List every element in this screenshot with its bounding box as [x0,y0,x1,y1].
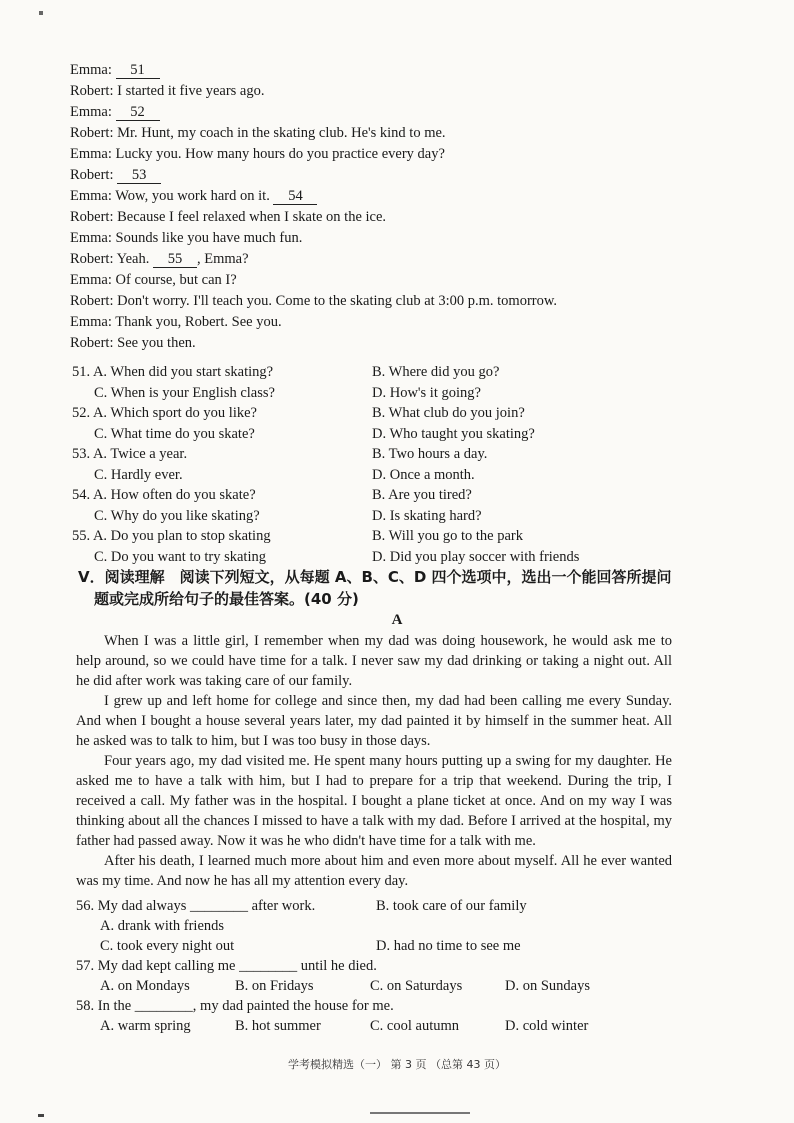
dialogue-line [70,270,690,291]
option-row [72,383,672,404]
passage-paragraph: When I was a little girl, I remember when my dad was doing housework, he would ask me to help around, so we could have time for a talk. I never saw my dad drinking or taking a night out. All he did after work was taking care of our family. [76,633,672,689]
answer-blank: 51 [116,62,160,79]
option-left: C. When is your English class? [94,384,275,401]
answer-blank: 55 [153,251,197,268]
option-right: B. Are you tired? [372,487,472,503]
dialogue-text: Wow, you work hard on it. [115,188,270,204]
dialogue-line [70,186,690,207]
dialogue-line [70,291,690,312]
option-a: A. warm spring [100,1018,191,1034]
option-c: C. on Saturdays [370,978,463,994]
question-57-options [76,976,676,996]
speaker-label: Robert: [70,167,114,183]
section-heading-line1: V．阅读理解 阅读下列短文，从每题 A、B、C、D 四个选项中，选出一个能回答所提问 [78,568,672,586]
dialogue-text: , Emma? [197,251,249,267]
option-right: D. Who taught you skating? [372,425,535,442]
answer-blank: 54 [273,188,317,205]
option-left: C. What time do you skate? [94,425,255,442]
question-56 [76,896,676,916]
question-stem: 57. My dad kept calling me ________ until he died. [76,958,377,974]
option-left: C. Do you want to try skating [94,548,266,565]
dialogue-line [70,207,690,228]
footer-rule [370,1112,470,1114]
dialogue-text: Because I feel relaxed when I skate on the ice. [117,209,387,225]
dialogue-line [70,102,690,123]
reading-questions [76,896,676,1036]
speaker-label: Emma: [70,188,112,204]
dialogue-text: Mr. Hunt, my coach in the skating club. He's kind to me. [117,125,446,141]
speaker-label: Emma: [70,230,112,246]
dialogue-text: Yeah. [116,251,150,267]
option-row [72,465,672,486]
option-d: D. on Sundays [505,978,590,994]
passage-paragraph: After his death, I learned much more about him and even more about myself. All he ever wanted was my time. And now he has all my attention every day. [76,853,672,889]
option-d: D. had no time to see me [376,938,521,954]
speaker-label: Robert: [70,251,114,267]
option-right: D. How's it going? [372,384,481,401]
option-row [72,362,672,383]
option-b: B. on Fridays [235,978,314,994]
option-a: A. on Mondays [100,978,190,994]
question-58 [76,996,676,1016]
question-stem: 56. My dad always ________ after work. [76,898,316,914]
option-right: D. Once a month. [372,466,475,483]
dialogue-line [70,81,690,102]
passage-paragraph: Four years ago, my dad visited me. He spent many hours putting up a swing for my daughter. He asked me to have a talk with him, but I had to prepare for a trip that weekend. During the trip, I received a call. My father was in the hospital. I bought a plane ticket at once. And on my way I was thinking about all the chances I missed to have a talk with my dad. Before I arrived at the hospital, my father had passed away. Now it was he who didn't have time for a talk with me. [76,753,672,849]
speaker-label: Emma: [70,62,112,78]
option-c: C. cool autumn [370,1018,460,1034]
option-b: B. hot summer [235,1018,321,1034]
option-left: 55. A. Do you plan to stop skating [72,528,271,544]
speaker-label: Emma: [70,104,112,120]
option-right: D. Did you play soccer with friends [372,548,580,565]
dialogue-line [70,228,690,249]
answer-blank: 52 [116,104,160,121]
section-heading-line2: 题或完成所给句子的最佳答案。(40 分) [94,590,359,608]
dialogue-text: I started it five years ago. [117,83,265,99]
speaker-label: Robert: [70,293,114,309]
option-b: B. took care of our family [376,898,527,914]
option-right: B. Where did you go? [372,364,500,380]
option-a: A. drank with friends [100,918,225,934]
dialogue-line [70,249,690,270]
option-right: B. Will you go to the park [372,528,523,544]
page-footer: 学考模拟精选（一） 第 3 页 （总第 43 页） [288,1058,506,1071]
option-left: C. Why do you like skating? [94,507,260,524]
dialogue-line [70,60,690,81]
dialogue-text: Of course, but can I? [115,272,237,288]
passage-title: A [391,612,403,628]
option-right: B. What club do you join? [372,405,525,421]
option-row [72,547,672,568]
dialogue-text: Sounds like you have much fun. [115,230,303,246]
option-left: 51. A. When did you start skating? [72,364,274,380]
question-56-options [76,916,676,936]
option-row [72,526,672,547]
speaker-label: Robert: [70,125,114,141]
option-right: D. Is skating hard? [372,507,482,524]
dialogue-line [70,144,690,165]
speaker-label: Emma: [70,272,112,288]
option-row [72,424,672,445]
passage-text [76,631,672,891]
option-right: B. Two hours a day. [372,446,488,462]
dialogue-text: Thank you, Robert. See you. [115,314,282,330]
speaker-label: Emma: [70,146,112,162]
speaker-label: Robert: [70,83,114,99]
question-58-options [76,1016,676,1036]
dialogue-options [72,362,672,567]
speaker-label: Robert: [70,209,114,225]
answer-blank: 53 [117,167,161,184]
option-row [72,403,672,424]
dialogue-text: Don't worry. I'll teach you. Come to the skating club at 3:00 p.m. tomorrow. [117,293,558,309]
dialogue-line [70,312,690,333]
option-d: D. cold winter [505,1018,589,1034]
dialogue-line [70,333,690,354]
option-row [72,444,672,465]
speaker-label: Robert: [70,335,114,351]
option-c: C. took every night out [100,938,235,954]
question-57 [76,956,676,976]
speaker-label: Emma: [70,314,112,330]
dialogue-line [70,123,690,144]
option-left: 52. A. Which sport do you like? [72,405,257,421]
option-left: C. Hardly ever. [94,466,183,483]
passage-paragraph: I grew up and left home for college and since then, my dad had been calling me every Sunday. And when I bought a house several years later, my dad painted it by himself in the summer heat. All he asked was to talk to him, but I was too busy in those days. [76,693,672,749]
section-heading [78,566,678,610]
question-stem: 58. In the ________, my dad painted the house for me. [76,998,394,1014]
scan-mark [39,11,43,15]
dialogue-line [70,165,690,186]
option-left: 53. A. Twice a year. [72,446,188,462]
option-row [72,506,672,527]
option-row [72,485,672,506]
question-56-options [76,936,676,956]
dialogue-block [70,60,690,354]
option-left: 54. A. How often do you skate? [72,487,256,503]
dialogue-text: See you then. [117,335,196,351]
scan-mark [38,1114,44,1117]
dialogue-text: Lucky you. How many hours do you practice every day? [115,146,445,162]
